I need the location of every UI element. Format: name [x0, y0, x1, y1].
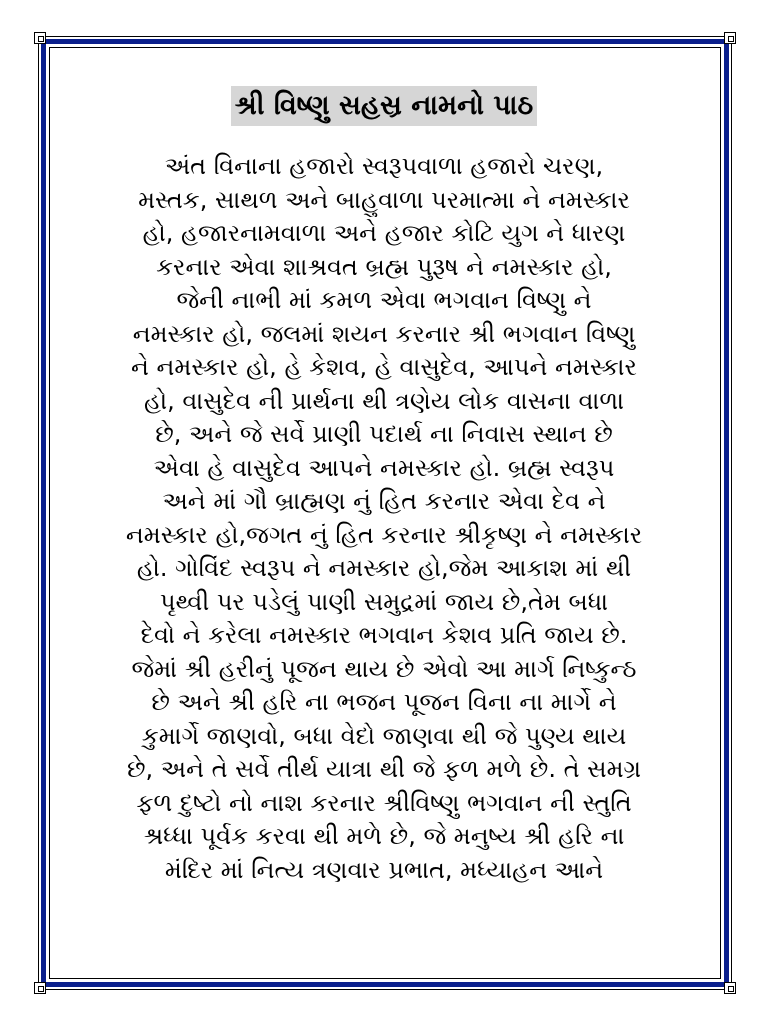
text-line: મસ્તક, સાથળ અને બાહુવાળા પરમાત્મા ને નમસ્કાર — [138, 185, 630, 214]
text-line: નમસ્કાર હો, જલમાં શયન કરનાર શ્રી ભગવાન વિષ્ણુ — [132, 319, 636, 348]
text-line: નમસ્કાર હો,જગત નું હિત કરનાર શ્રીકૃષ્ણ ને નમસ્કાર — [125, 520, 643, 549]
text-line: કરનાર એવા શાશ્રવત બ્રહ્મ પુરૂષ ને નમસ્કાર હો, — [156, 252, 612, 281]
text-line: જેની નાભી માં કમળ એવા ભગવાન વિષ્ણુ ને — [176, 286, 592, 314]
text-line: છે અને શ્રી હરિ ના ભજન પૂજન વિના ના માર્ગે ને — [151, 688, 617, 716]
corner-ornament-bottom-left — [34, 982, 46, 994]
text-line: દેવો ને કરેલા નમસ્કાર ભગવાન કેશવ પ્રતિ જાય છે. — [140, 621, 628, 649]
text-line: હો. ગોવિંદ સ્વરૂપ ને નમસ્કાર હો,જેમ આકાશ માં થી — [136, 554, 632, 582]
page-title: શ્રી વિષ્ણુ સહસ્ર નામનો પાઠ — [231, 86, 537, 126]
corner-ornament-top-right — [724, 32, 736, 44]
text-line: શ્રધ્ધા પૂર્વક કરવા થી મળે છે, જે મનુષ્ય શ્રી હરિ ના — [143, 822, 625, 850]
text-line: જેમાં શ્રી હરીનું પૂજન થાય છે એવો આ માર્ગ નિષ્કુન્ઠ — [131, 654, 637, 683]
text-line: એવા હે વાસુદેવ આપને નમસ્કાર હો. બ્રહ્મ સ્વરૂપ — [153, 453, 615, 482]
body-text — [60, 150, 708, 887]
text-line: છે, અને તે સર્વે તીર્થ યાત્રા થી જે ફળ મળે છે. તે સમગ્ર — [126, 755, 642, 783]
text-line: ફળ દુષ્ટો નો નાશ કરનાર શ્રીવિષ્ણુ ભગવાન ની સ્તુતિ — [136, 788, 632, 817]
text-line: હો, હજારનામવાળા અને હજાર કોટિ યુગ ને ધારણ — [142, 219, 626, 247]
text-line: ને નમસ્કાર હો, હે કેશવ, હે વાસુદેવ, આપને નમસ્કાર — [131, 353, 637, 381]
text-line: મંદિર માં નિત્ય ત્રણવાર પ્રભાત, મધ્યાહન આને — [164, 855, 604, 884]
text-line: હો, વાસુદેવ ની પ્રાર્થના થી ત્રણેય લોક વાસના વાળા — [144, 386, 624, 415]
text-line: છે, અને જે સર્વે પ્રાણી પદાર્થ ના નિવાસ સ્થાન છે — [155, 420, 613, 448]
text-line: અને માં ગૌ બ્રાહ્મણ નું હિત કરનાર એવા દેવ ને — [162, 487, 606, 515]
title-container — [0, 86, 768, 126]
text-line: પૃથ્વી પર પડેલું પાણી સમુદ્રમાં જાય છે,તેમ બધા — [159, 587, 609, 616]
corner-ornament-bottom-right — [724, 982, 736, 994]
text-line: કુમાર્ગે જાણવો, બધા વેદો જાણવા થી જે પુણ્ય થાય — [141, 721, 627, 750]
text-line: અંત વિનાના હજારો સ્વરૂપવાળા હજારો ચરણ, — [164, 152, 604, 180]
corner-ornament-top-left — [34, 32, 46, 44]
